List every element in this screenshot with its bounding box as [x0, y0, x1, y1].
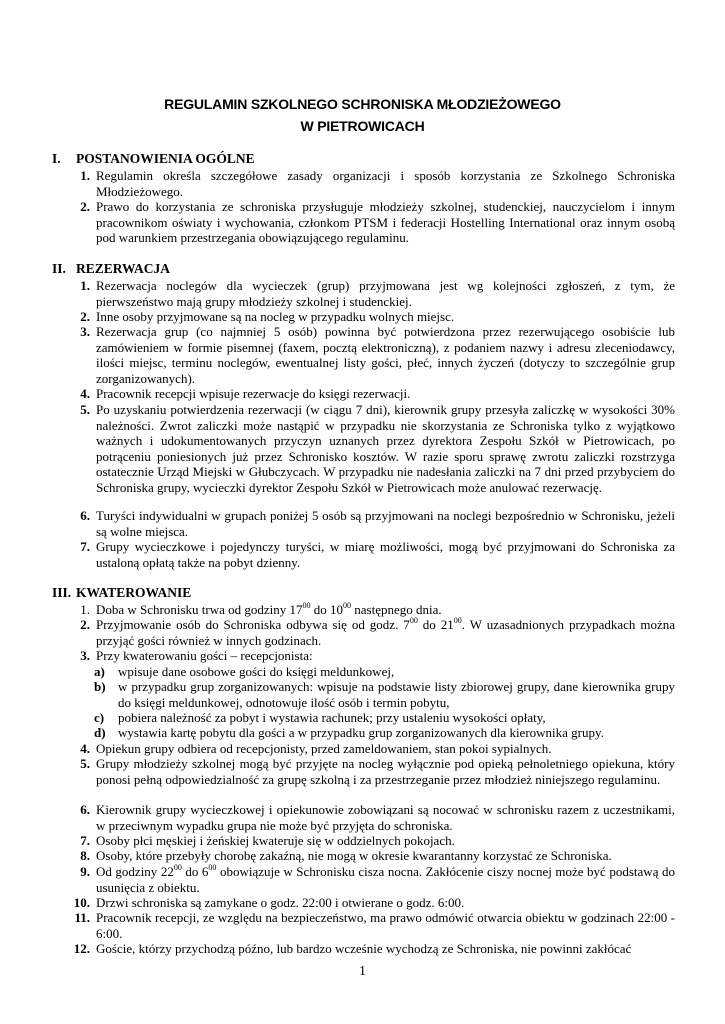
- list-item: [70, 802, 675, 833]
- list-item: [70, 602, 675, 618]
- sub-list-item: [94, 725, 675, 741]
- list-item: [70, 848, 675, 864]
- item-text: Przyjmowanie osób do Schroniska odbywa się od godz. $7^{00}$ do $21^{00}$. W uzasadnionych przypadkach można przyjąć gości również w innych godzinach.: [96, 615, 676, 648]
- list-item: [70, 756, 675, 787]
- section-number: II.: [52, 261, 66, 276]
- item-text: Grupy młodzieży szkolnej mogą być przyjęte na nocleg wyłącznie pod opieką pełnoletniego opiekuna, który ponosi pełną odpowiedzialność za grupę szkolną i za przestrzeganie przez młodzież niniejszego regulaminu.: [96, 756, 675, 787]
- item-number: 1.: [80, 278, 90, 293]
- item-number: 1.: [80, 602, 90, 617]
- document-title-line-2: W PIETROWICACH: [300, 118, 425, 134]
- section-heading-2: [52, 261, 170, 277]
- section-title: KWATEROWANIE: [76, 585, 192, 600]
- item-text: Od godziny $22^{00}$ do $6^{00}$ obowiązuje w Schronisku cisza nocna. Zakłócenie ciszy nocnej może być podstawą do usunięcia z obiektu.: [96, 862, 675, 895]
- item-number: 5.: [80, 756, 90, 771]
- item-number: 9.: [80, 864, 90, 879]
- item-number: 4.: [80, 386, 90, 401]
- item-number: 5.: [80, 402, 90, 417]
- page-number: 1: [359, 964, 366, 979]
- item-number: 2.: [80, 199, 90, 214]
- item-text: Doba w Schronisku trwa od godziny $17^{00}$ do $10^{00}$ następnego dnia.: [96, 600, 442, 617]
- item-number: 7.: [80, 539, 90, 554]
- list-item: [70, 833, 675, 849]
- section-number: III.: [52, 585, 72, 600]
- section-number: I.: [52, 151, 61, 166]
- list-item: [70, 386, 675, 402]
- list-item: [70, 910, 675, 941]
- item-text: Turyści indywidualni w grupach poniżej 5 osób są przyjmowani na noclegi bezpośrednio w Schronisku, jeżeli są wolne miejsca.: [96, 508, 675, 539]
- list-item: [70, 648, 675, 664]
- list-item: [70, 864, 675, 895]
- list-item: [70, 539, 675, 570]
- item-number: 8.: [80, 848, 90, 863]
- section-title: POSTANOWIENIA OGÓLNE: [76, 151, 255, 166]
- list-item: [70, 617, 675, 648]
- item-number: 1.: [80, 168, 90, 183]
- sub-item-text: w przypadku grup zorganizowanych: wpisuje na podstawie listy zbiorowej grupy, dane kierownika grupy do księgi meldunkowej, odnotowuje ilość osób i termin pobytu,: [118, 679, 675, 710]
- sub-item-letter: c): [94, 710, 105, 725]
- section-heading-1: [52, 151, 255, 167]
- item-number: 2.: [80, 617, 90, 632]
- sub-list-item: [94, 710, 675, 726]
- item-text: Kierownik grupy wycieczkowej i opiekunowie zobowiązani są nocować w schronisku razem z uczestnikami, w przeciwnym wypadku grupa nie może być przyjęta do schroniska.: [96, 802, 675, 833]
- item-number: 6.: [80, 802, 90, 817]
- sub-item-text: pobiera należność za pobyt i wystawia rachunek; przy ustaleniu wysokości opłaty,: [118, 710, 546, 725]
- item-text: Osoby, które przebyły chorobę zakaźną, nie mogą w okresie kwarantanny korzystać ze Schroniska.: [96, 848, 612, 863]
- list-item: [70, 199, 675, 246]
- sub-list-item: [94, 664, 675, 680]
- section-title: REZERWACJA: [76, 261, 171, 276]
- item-text: Opiekun grupy odbiera od recepcjonisty, przed zameldowaniem, stan pokoi sypialnych.: [96, 741, 552, 756]
- item-text: Pracownik recepcji, ze względu na bezpieczeństwo, ma prawo odmówić otwarcia obiektu w godzinach 22:00 - 6:00.: [96, 910, 675, 941]
- item-text: Grupy wycieczkowe i pojedynczy turyści, w miarę możliwości, mogą być przyjmowani do Schroniska za ustaloną opłatą także na pobyt dzienny.: [96, 539, 675, 570]
- item-text: Rezerwacja grup (co najmniej 5 osób) powinna być potwierdzona przez rezerwującego osobiście lub zamówieniem w formie pisemnej (faxem, pocztą elektroniczną), z podaniem nazwy i adresu zleceniodawcy, ilości miejsc, terminu noclegów, ewentualnej listy gości, płeć, innych życzeń (dotyczy to szczególnie grup zorganizowanych).: [96, 324, 675, 386]
- item-number: 3.: [80, 324, 90, 339]
- item-number: 10.: [73, 895, 90, 910]
- item-number: 2.: [80, 309, 90, 324]
- sub-item-letter: d): [94, 725, 106, 740]
- sub-item-letter: a): [94, 664, 105, 679]
- list-item: [70, 278, 675, 309]
- item-text: Pracownik recepcji wpisuje rezerwacje do księgi rezerwacji.: [96, 386, 411, 401]
- sub-item-letter: b): [94, 679, 106, 694]
- item-number: 3.: [80, 648, 90, 663]
- item-number: 6.: [80, 508, 90, 523]
- item-number: 7.: [80, 833, 90, 848]
- item-text: Goście, którzy przychodzą późno, lub bardzo wcześnie wychodzą ze Schroniska, nie powinni zakłócać: [96, 941, 632, 956]
- item-text: Po uzyskaniu potwierdzenia rezerwacji (w ciągu 7 dni), kierownik grupy przesyła zaliczkę w wysokości 30% należności. Zwrot zaliczki może nastąpić w przypadku nie skorzystania ze Schroniska tylko z wyjątkowo ważnych i udokumentowanych przyczyn uznanych przez dyrektora Zespołu Szkół w Pietrowicach, po potrąceniu poniesionych już przez Schronisko kosztów. W razie sporu sprawę zwrotu zaliczki rozstrzyga ostatecznie Urząd Miejski w Głubczycach. W przypadku nie nadesłania zaliczki na 7 dni przed przybyciem do Schroniska grupy, wycieczki dyrektor Zespołu Szkół w Pietrowicach może anulować rezerwację.: [96, 402, 675, 495]
- item-number: 12.: [73, 941, 90, 956]
- section-heading-3: [52, 585, 191, 601]
- sub-list-item: [94, 679, 675, 710]
- list-item: [70, 168, 675, 199]
- item-number: 11.: [74, 910, 90, 925]
- list-item: [70, 324, 675, 386]
- list-item: [70, 402, 675, 496]
- item-number: 4.: [80, 741, 90, 756]
- item-text: Przy kwaterowaniu gości – recepcjonista:: [96, 648, 313, 663]
- sub-item-text: wystawia kartę pobytu dla gości a w przypadku grup zorganizowanych dla kierownika grupy.: [118, 725, 604, 740]
- document-title-line-1: REGULAMIN SZKOLNEGO SCHRONISKA MŁODZIEŻOWEGO: [164, 96, 561, 112]
- item-text: Inne osoby przyjmowane są na nocleg w przypadku wolnych miejsc.: [96, 309, 455, 324]
- list-item: [70, 309, 675, 325]
- list-item: [70, 741, 675, 757]
- sub-item-text: wpisuje dane osobowe gości do księgi meldunkowej,: [118, 664, 395, 679]
- item-text: Regulamin określa szczegółowe zasady organizacji i sposób korzystania ze Szkolnego Schroniska Młodzieżowego.: [96, 168, 675, 199]
- list-item: [70, 895, 675, 911]
- item-text: Drzwi schroniska są zamykane o godz. 22:00 i otwierane o godz. 6:00.: [96, 895, 465, 910]
- item-text: Prawo do korzystania ze schroniska przysługuje młodzieży szkolnej, studenckiej, nauczycielom i innym pracownikom oświaty i wychowania, członkom PTSM i federacji Hostelling International oraz innym osobą pod warunkiem przestrzegania obowiązującego regulaminu.: [96, 199, 675, 246]
- list-item: [70, 941, 675, 957]
- list-item: [70, 508, 675, 539]
- item-text: Osoby płci męskiej i żeńskiej kwateruje się w oddzielnych pokojach.: [96, 833, 455, 848]
- item-text: Rezerwacja noclegów dla wycieczek (grup) przyjmowana jest wg kolejności zgłoszeń, z tym, że pierwszeństwo mają grupy młodzieży szkolnej i studenckiej.: [96, 278, 675, 309]
